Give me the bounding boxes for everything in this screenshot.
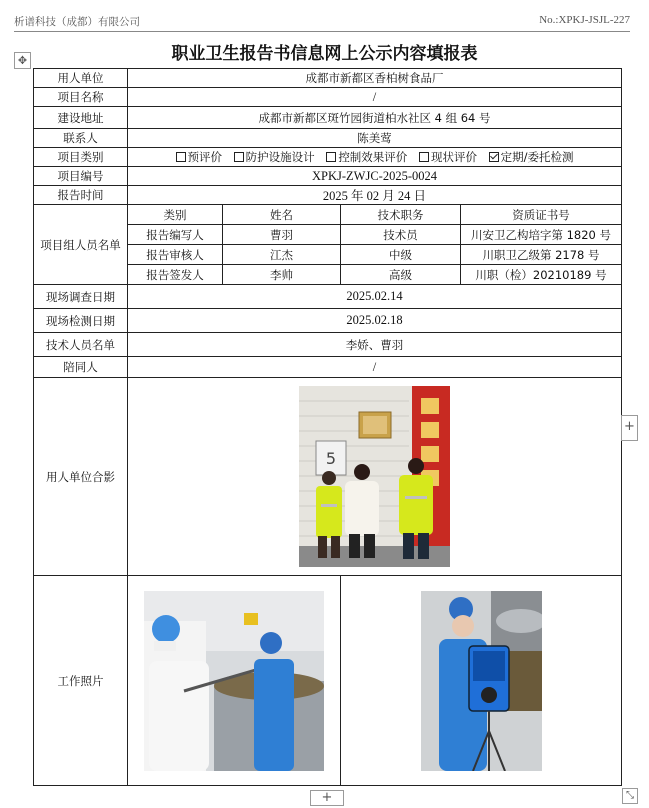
row-survey-date (34, 285, 622, 309)
member-name[interactable]: 江杰 (223, 245, 341, 265)
category-label: 项目类别 (34, 148, 128, 167)
report-time-label: 报告时间 (34, 186, 128, 205)
checkbox-icon[interactable] (419, 152, 429, 162)
member-name[interactable]: 李帅 (223, 265, 341, 285)
project-no-value[interactable]: XPKJ-ZWJC-2025-0024 (128, 167, 622, 186)
contact-value[interactable]: 陈美莺 (128, 129, 622, 148)
company-name: 析谱科技（成都）有限公司 (14, 16, 140, 28)
info-form-table (33, 68, 622, 786)
test-date-value[interactable]: 2025.02.18 (128, 309, 622, 333)
category-options (128, 148, 622, 167)
row-project-name (34, 88, 622, 107)
row-test-date (34, 309, 622, 333)
category-option-control-effect[interactable]: 控制效果评价 (326, 150, 407, 164)
group-photo-label: 用人单位合影 (34, 378, 128, 576)
report-time-value[interactable]: 2025 年 02 月 24 日 (128, 186, 622, 205)
survey-date-value[interactable]: 2025.02.14 (128, 285, 622, 309)
row-technicians (34, 333, 622, 357)
project-no-label: 项目编号 (34, 167, 128, 186)
row-employer (34, 69, 622, 88)
group-photo[interactable] (299, 386, 450, 567)
checkbox-icon[interactable] (234, 152, 244, 162)
team-header-title: 技术职务 (341, 205, 461, 225)
member-name[interactable]: 曹羽 (223, 225, 341, 245)
work-photo-cell-2 (341, 576, 622, 786)
employer-label: 用人单位 (34, 69, 128, 88)
test-date-label: 现场检测日期 (34, 309, 128, 333)
row-report-time (34, 186, 622, 205)
survey-date-label: 现场调查日期 (34, 285, 128, 309)
row-group-photo (34, 378, 622, 576)
member-cert[interactable]: 川职卫乙级第 2178 号 (461, 245, 622, 265)
row-escort (34, 357, 622, 378)
work-photos-label: 工作照片 (34, 576, 128, 786)
category-option-protection-design[interactable]: 防护设施设计 (234, 150, 315, 164)
contact-label: 联系人 (34, 129, 128, 148)
escort-label: 陪同人 (34, 357, 128, 378)
checkbox-checked-icon[interactable] (489, 152, 499, 162)
row-project-no (34, 167, 622, 186)
work-photo-1[interactable] (144, 591, 324, 771)
document-number: No.:XPKJ-JSJL-227 (539, 14, 630, 26)
technicians-value[interactable]: 李娇、曹羽 (128, 333, 622, 357)
category-option-status-assessment[interactable]: 现状评价 (419, 150, 477, 164)
team-header-cert: 资质证书号 (461, 205, 622, 225)
row-category (34, 148, 622, 167)
member-role[interactable]: 报告审核人 (128, 245, 223, 265)
add-row-button[interactable]: + (310, 790, 344, 806)
checkbox-icon[interactable] (326, 152, 336, 162)
row-contact (34, 129, 622, 148)
row-address (34, 107, 622, 129)
project-name-value[interactable]: / (128, 88, 622, 107)
member-cert[interactable]: 川安卫乙构培字第 1820 号 (461, 225, 622, 245)
work-photo-2[interactable] (421, 591, 542, 771)
row-work-photos (34, 576, 622, 786)
address-label: 建设地址 (34, 107, 128, 129)
header-divider (14, 31, 630, 32)
page-title: 职业卫生报告书信息网上公示内容填报表 (171, 44, 478, 64)
svg-text:5: 5 (325, 449, 337, 468)
add-column-button[interactable]: + (621, 415, 638, 441)
category-option-periodic-testing[interactable]: 定期/委托检测 (489, 150, 574, 164)
team-header-row (34, 205, 622, 225)
member-title[interactable]: 高级 (341, 265, 461, 285)
resize-handle-icon[interactable]: ⤡ (622, 788, 638, 804)
employer-value[interactable]: 成都市新都区香柏树食品厂 (128, 69, 622, 88)
team-header-category: 类别 (128, 205, 223, 225)
member-role[interactable]: 报告签发人 (128, 265, 223, 285)
team-label: 项目组人员名单 (34, 205, 128, 285)
group-photo-cell (128, 378, 622, 576)
checkbox-icon[interactable] (176, 152, 186, 162)
technicians-label: 技术人员名单 (34, 333, 128, 357)
member-title[interactable]: 中级 (341, 245, 461, 265)
address-value[interactable]: 成都市新都区斑竹园街道柏水社区 4 组 64 号 (128, 107, 622, 129)
member-role[interactable]: 报告编写人 (128, 225, 223, 245)
category-option-pre-assessment[interactable]: 预评价 (176, 150, 223, 164)
escort-value[interactable]: / (128, 357, 622, 378)
member-title[interactable]: 技术员 (341, 225, 461, 245)
member-cert[interactable]: 川职（检）20210189 号 (461, 265, 622, 285)
work-photo-cell-1 (128, 576, 341, 786)
table-move-handle-icon[interactable]: ✥ (14, 52, 31, 69)
project-name-label: 项目名称 (34, 88, 128, 107)
team-header-name: 姓名 (223, 205, 341, 225)
